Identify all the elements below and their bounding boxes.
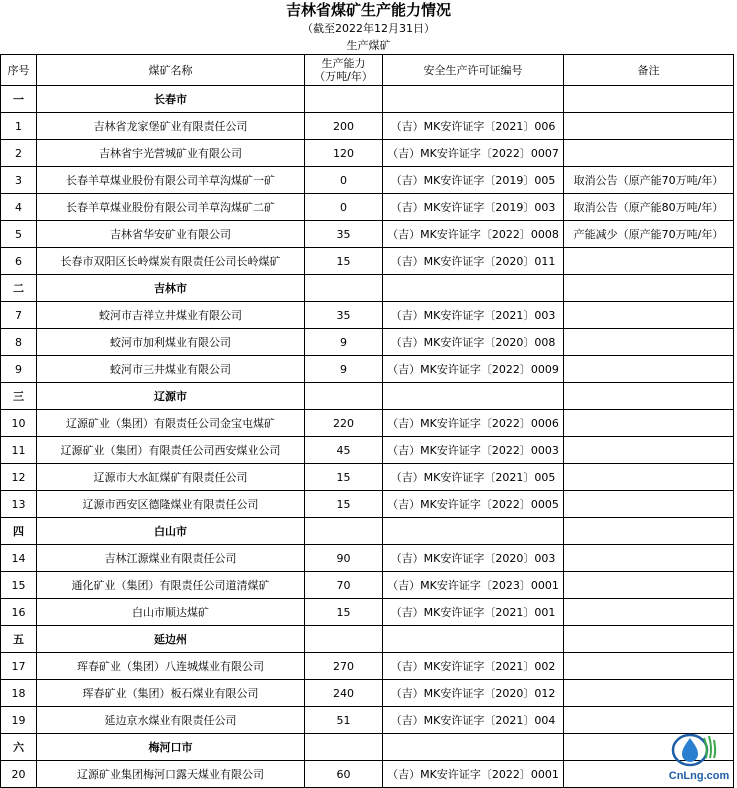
row-remark [564,356,734,383]
row-remark [564,653,734,680]
watermark-text: CnLng.com [668,770,730,782]
table-row [1,761,734,788]
group-license [383,383,564,410]
group-seq: 一 [1,86,37,113]
row-license: （吉）MK安许证字〔2022〕0007 [383,140,564,167]
row-remark [564,113,734,140]
row-seq: 4 [1,194,37,221]
row-name: 通化矿业（集团）有限责任公司道清煤矿 [37,572,305,599]
row-license: （吉）MK安许证字〔2021〕001 [383,599,564,626]
row-name: 延边京水煤业有限责任公司 [37,707,305,734]
row-seq: 13 [1,491,37,518]
row-name: 长春羊草煤业股份有限公司羊草沟煤矿一矿 [37,167,305,194]
group-seq: 四 [1,518,37,545]
row-seq: 12 [1,464,37,491]
row-name: 辽源矿业（集团）有限责任公司西安煤业公司 [37,437,305,464]
group-remark [564,383,734,410]
row-license: （吉）MK安许证字〔2022〕0009 [383,356,564,383]
row-seq: 9 [1,356,37,383]
row-capacity: 240 [305,680,383,707]
row-name: 珲春矿业（集团）板石煤业有限公司 [37,680,305,707]
row-license: （吉）MK安许证字〔2019〕003 [383,194,564,221]
row-license: （吉）MK安许证字〔2022〕0006 [383,410,564,437]
table-row [1,653,734,680]
row-seq: 2 [1,140,37,167]
row-remark [564,491,734,518]
row-name: 蛟河市加利煤业有限公司 [37,329,305,356]
row-seq: 18 [1,680,37,707]
group-capacity [305,626,383,653]
row-seq: 3 [1,167,37,194]
row-name: 辽源市大水缸煤矿有限责任公司 [37,464,305,491]
group-remark [564,86,734,113]
row-capacity: 270 [305,653,383,680]
row-remark [564,680,734,707]
row-capacity: 35 [305,221,383,248]
header-row [1,55,734,86]
row-remark: 产能减少（原产能70万吨/年） [564,221,734,248]
group-remark [564,275,734,302]
row-capacity: 60 [305,761,383,788]
group-license [383,275,564,302]
group-seq: 三 [1,383,37,410]
group-name: 白山市 [37,518,305,545]
group-capacity [305,86,383,113]
group-name: 吉林市 [37,275,305,302]
row-seq: 17 [1,653,37,680]
row-capacity: 70 [305,572,383,599]
row-remark [564,410,734,437]
group-capacity [305,275,383,302]
table-row [1,464,734,491]
row-capacity: 15 [305,248,383,275]
row-remark: 取消公告（原产能80万吨/年） [564,194,734,221]
row-license: （吉）MK安许证字〔2020〕011 [383,248,564,275]
group-row [1,383,734,410]
group-row [1,275,734,302]
group-name: 长春市 [37,86,305,113]
row-remark [564,302,734,329]
row-license: （吉）MK安许证字〔2022〕0005 [383,491,564,518]
row-license: （吉）MK安许证字〔2022〕0008 [383,221,564,248]
group-seq: 二 [1,275,37,302]
table-row [1,167,734,194]
row-capacity: 0 [305,167,383,194]
row-license: （吉）MK安许证字〔2020〕003 [383,545,564,572]
row-remark [564,248,734,275]
row-name: 吉林省宇光营城矿业有限公司 [37,140,305,167]
col-header-remark: 备注 [564,55,734,86]
row-capacity: 15 [305,464,383,491]
row-seq: 7 [1,302,37,329]
row-remark [564,464,734,491]
row-capacity: 120 [305,140,383,167]
row-seq: 10 [1,410,37,437]
table-row [1,545,734,572]
group-remark [564,518,734,545]
row-license: （吉）MK安许证字〔2019〕005 [383,167,564,194]
col-header-seq: 序号 [1,55,37,86]
row-license: （吉）MK安许证字〔2021〕004 [383,707,564,734]
row-remark [564,437,734,464]
col-header-capacity-line2: （万吨/年） [314,70,373,83]
group-row [1,626,734,653]
row-license: （吉）MK安许证字〔2022〕0003 [383,437,564,464]
row-name: 吉林省龙家堡矿业有限责任公司 [37,113,305,140]
group-license [383,734,564,761]
row-capacity: 45 [305,437,383,464]
row-name: 辽源矿业集团梅河口露天煤业有限公司 [37,761,305,788]
row-capacity: 220 [305,410,383,437]
table-row [1,572,734,599]
row-license: （吉）MK安许证字〔2021〕002 [383,653,564,680]
water-drop-logo-icon [673,735,715,765]
group-capacity [305,734,383,761]
row-capacity: 200 [305,113,383,140]
table-row [1,113,734,140]
row-capacity: 15 [305,491,383,518]
col-header-capacity-line1: 生产能力 [321,57,366,70]
row-seq: 8 [1,329,37,356]
row-name: 辽源市西安区德隆煤业有限责任公司 [37,491,305,518]
group-row [1,86,734,113]
group-license [383,626,564,653]
table-row [1,491,734,518]
row-license: （吉）MK安许证字〔2021〕003 [383,302,564,329]
row-capacity: 90 [305,545,383,572]
row-remark: 取消公告（原产能70万吨/年） [564,167,734,194]
row-seq: 11 [1,437,37,464]
row-license: （吉）MK安许证字〔2022〕0001 [383,761,564,788]
group-name: 辽源市 [37,383,305,410]
row-seq: 14 [1,545,37,572]
coal-mine-table [0,54,734,788]
row-capacity: 0 [305,194,383,221]
row-name: 蛟河市三井煤业有限公司 [37,356,305,383]
row-name: 珲春矿业（集团）八连城煤业有限公司 [37,653,305,680]
date-subtitle: （截至2022年12月31日） [302,22,435,35]
group-name: 梅河口市 [37,734,305,761]
col-header-license: 安全生产许可证编号 [383,55,564,86]
row-seq: 5 [1,221,37,248]
table-row [1,194,734,221]
table-row [1,680,734,707]
row-seq: 16 [1,599,37,626]
page-title: 吉林省煤矿生产能力情况 [285,1,451,19]
table-row [1,356,734,383]
row-license: （吉）MK安许证字〔2021〕005 [383,464,564,491]
group-license [383,518,564,545]
group-remark [564,626,734,653]
group-row [1,518,734,545]
row-name: 白山市顺达煤矿 [37,599,305,626]
table-caption: 生产煤矿 [346,39,391,52]
row-seq: 20 [1,761,37,788]
row-capacity: 9 [305,329,383,356]
row-name: 长春市双阳区长岭煤炭有限责任公司长岭煤矿 [37,248,305,275]
row-name: 长春羊草煤业股份有限公司羊草沟煤矿二矿 [37,194,305,221]
row-name: 吉林江源煤业有限责任公司 [37,545,305,572]
row-license: （吉）MK安许证字〔2021〕006 [383,113,564,140]
group-capacity [305,383,383,410]
table-row [1,140,734,167]
row-seq: 15 [1,572,37,599]
group-row [1,734,734,761]
row-seq: 19 [1,707,37,734]
col-header-capacity [305,55,383,86]
group-license [383,86,564,113]
row-remark [564,545,734,572]
row-name: 辽源矿业（集团）有限责任公司金宝屯煤矿 [37,410,305,437]
table-row [1,329,734,356]
row-license: （吉）MK安许证字〔2023〕0001 [383,572,564,599]
row-remark [564,572,734,599]
row-name: 吉林省华安矿业有限公司 [37,221,305,248]
table-row [1,410,734,437]
col-header-name: 煤矿名称 [37,55,305,86]
table-row [1,302,734,329]
row-seq: 1 [1,113,37,140]
row-license: （吉）MK安许证字〔2020〕008 [383,329,564,356]
table-body [1,55,734,788]
row-remark [564,140,734,167]
row-capacity: 35 [305,302,383,329]
row-remark [564,329,734,356]
row-name: 蛟河市吉祥立井煤业有限公司 [37,302,305,329]
group-capacity [305,518,383,545]
row-capacity: 51 [305,707,383,734]
group-seq: 六 [1,734,37,761]
table-row [1,707,734,734]
cnlng-logo [664,728,734,784]
group-seq: 五 [1,626,37,653]
row-capacity: 9 [305,356,383,383]
table-row [1,599,734,626]
table-row [1,248,734,275]
row-seq: 6 [1,248,37,275]
group-name: 延边州 [37,626,305,653]
table-row [1,437,734,464]
row-remark [564,599,734,626]
row-license: （吉）MK安许证字〔2020〕012 [383,680,564,707]
table-row [1,221,734,248]
row-capacity: 15 [305,599,383,626]
